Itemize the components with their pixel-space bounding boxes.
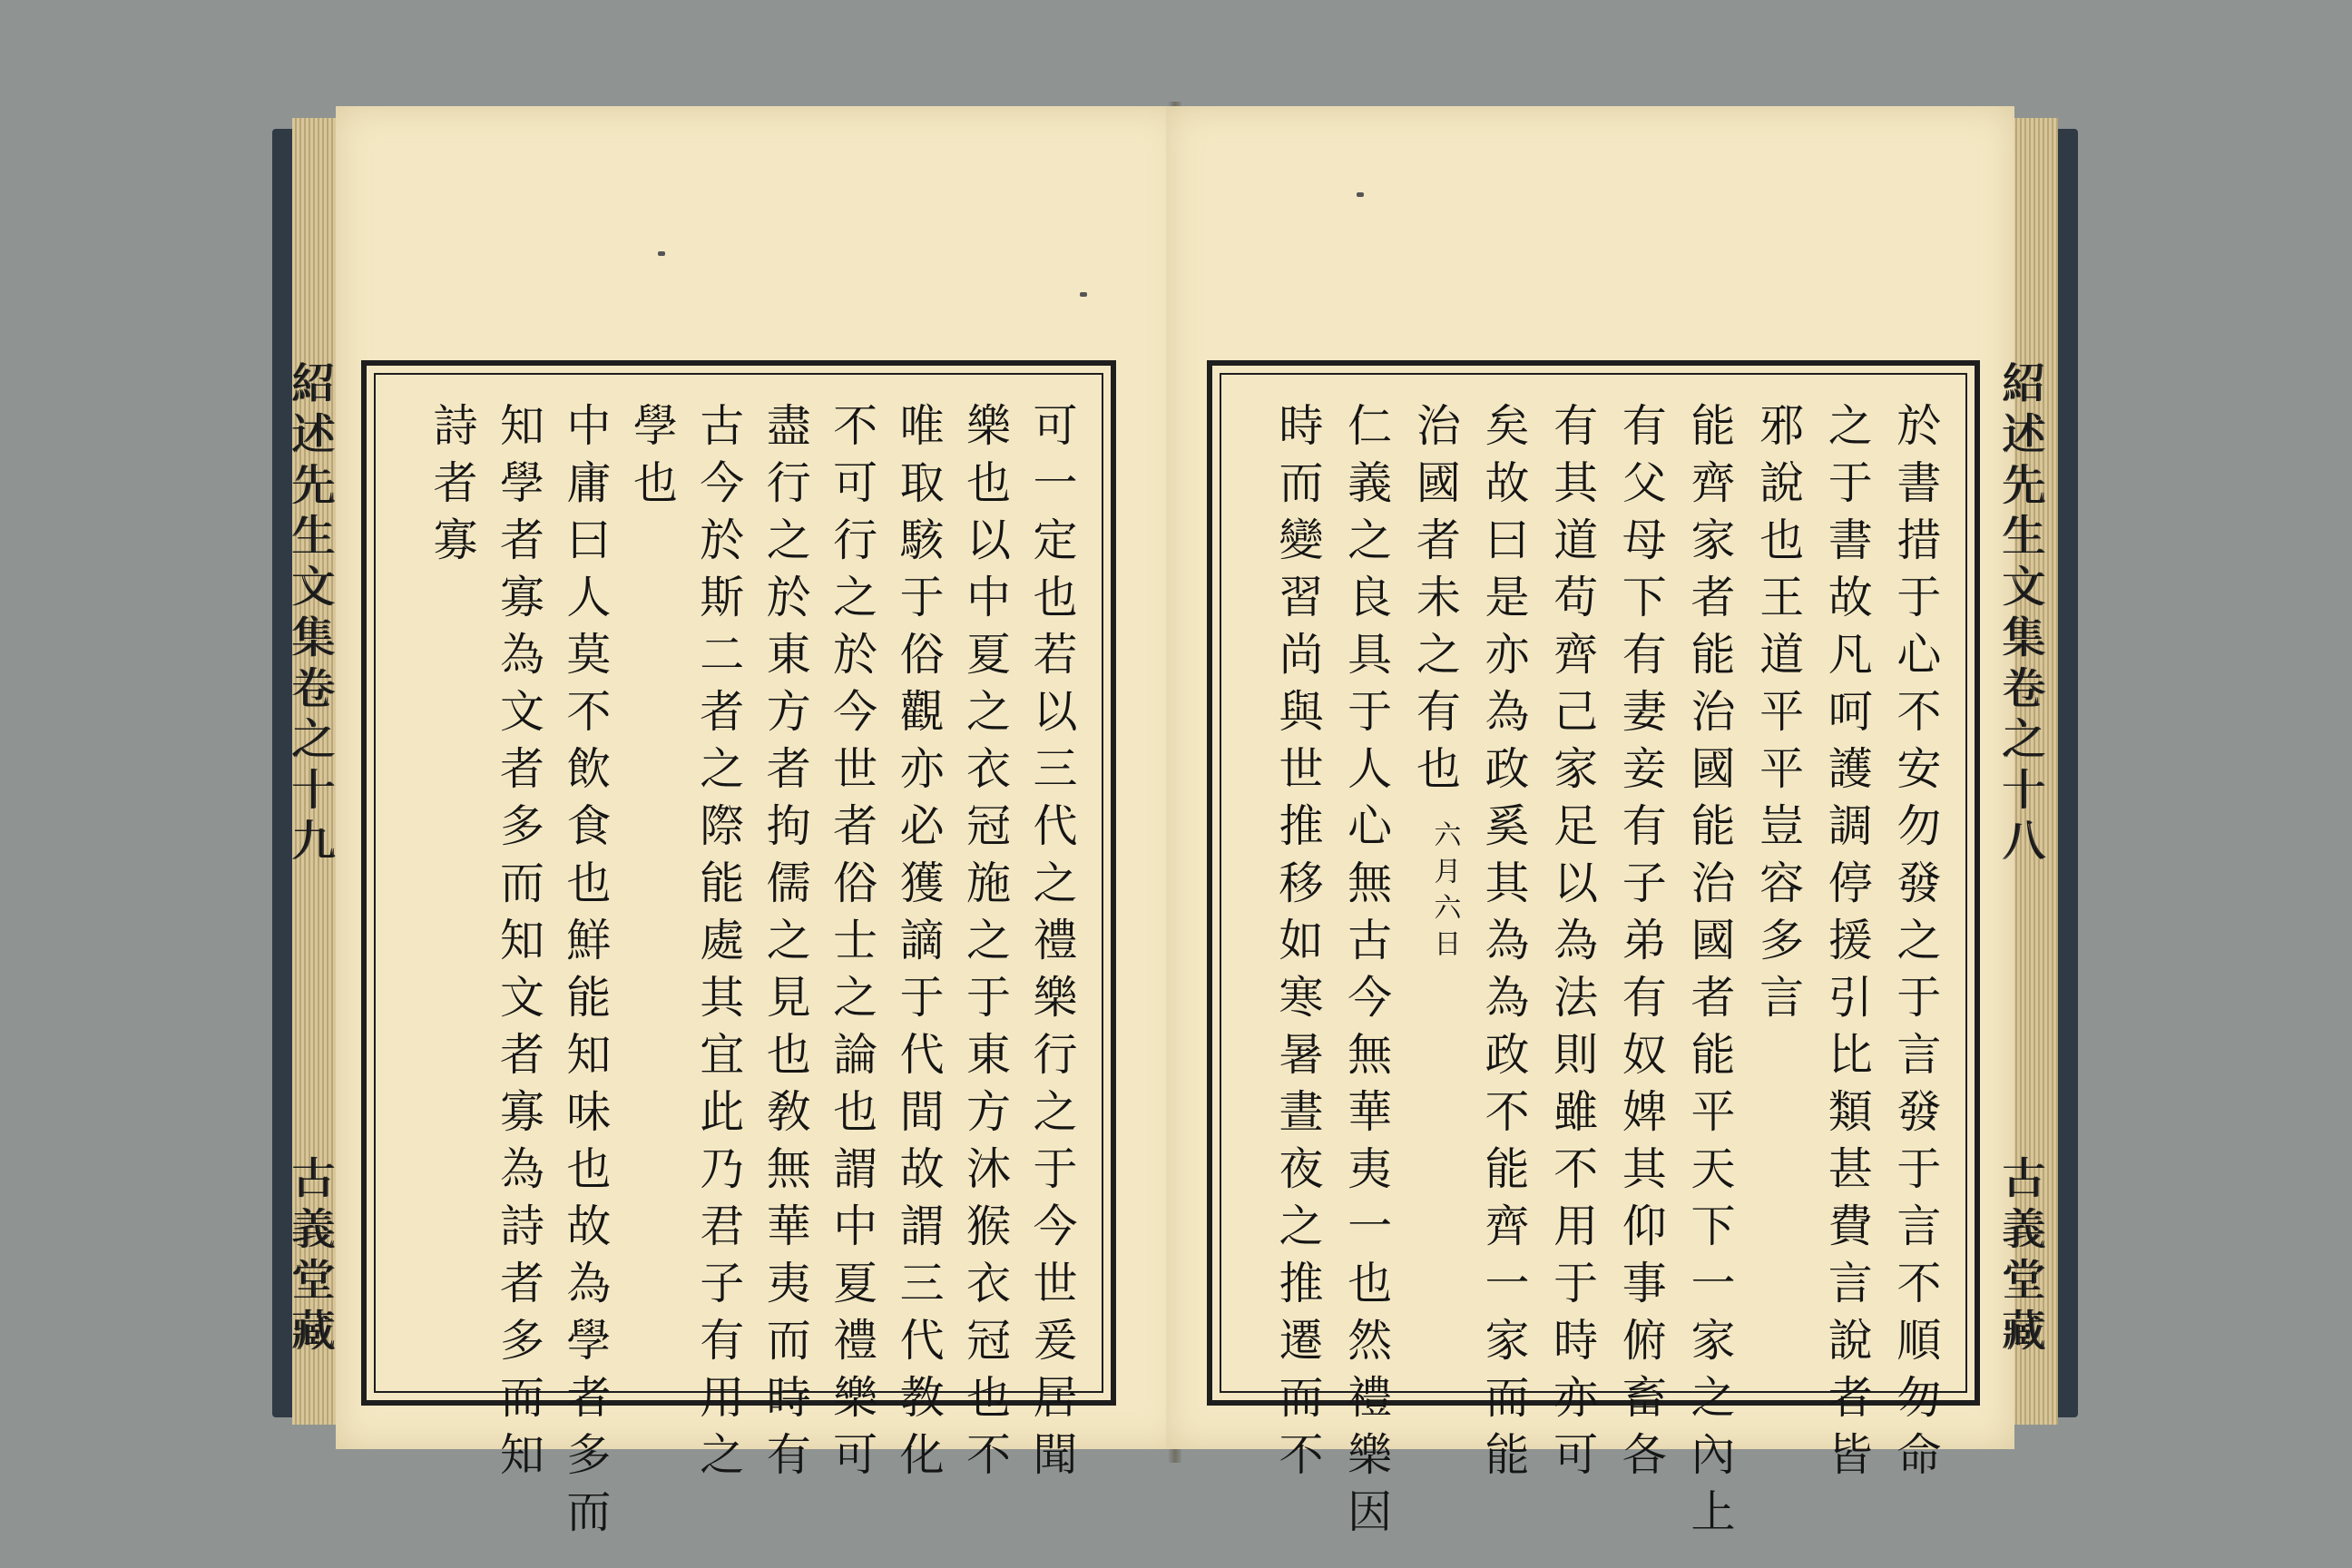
text-column: 樂也以中夏之衣冠施之于東方沐猴衣冠也不	[959, 402, 1012, 1488]
right-page-fore-edge-title	[1996, 360, 2051, 1395]
left-side-volume: 卷之十九	[283, 665, 334, 868]
paper-speck	[658, 251, 665, 256]
date-note: 六月六日	[1428, 820, 1461, 965]
text-column	[1409, 402, 1462, 1364]
open-book	[272, 102, 2078, 1545]
text-column: 時而變習尚與世推移如寒暑晝夜之推遷而不	[1272, 402, 1324, 1488]
left-text-columns	[426, 402, 1078, 1545]
right-page	[1166, 106, 2044, 1545]
right-side-volume: 卷之十八	[1994, 665, 2044, 868]
text-column: 古今於斯二者之際能處其宜此乃君子有用之	[692, 402, 745, 1488]
left-side-title: 紹述先生文集	[283, 360, 334, 665]
text-column: 之于書故凡呵護調停援引比類甚費言說者皆	[1821, 402, 1874, 1488]
left-page-fore-edge-title	[283, 360, 340, 1395]
paper-speck	[1080, 292, 1087, 297]
text-column: 能齊家者能治國能治國者能平天下一家之內上	[1683, 402, 1736, 1545]
paper-speck	[1357, 192, 1364, 197]
text-column: 於書措于心不安勿發之于言發于言不順勿命	[1889, 402, 1942, 1488]
left-page	[283, 106, 1184, 1545]
text-column: 詩者寡	[426, 402, 478, 573]
text-column: 不可行之於今世者俗士之論也謂中夏禮樂可	[826, 402, 878, 1488]
text-column-main: 治國者未之有也	[1409, 402, 1462, 802]
right-text-columns	[1272, 402, 1942, 1545]
left-text-frame	[361, 360, 1116, 1545]
text-column: 矣故曰是亦為政奚其為為政不能齊一家而能	[1477, 402, 1530, 1488]
right-text-frame	[1207, 360, 1980, 1545]
text-column: 知學者寡為文者多而知文者寡為詩者多而知	[493, 402, 545, 1488]
text-column: 可一定也若以三代之禮樂行之于今世爰居聞	[1025, 402, 1078, 1488]
text-column: 中庸曰人莫不飲食也鮮能知味也故為學者多而	[559, 402, 612, 1545]
text-column: 有父母下有妻妾有子弟有奴婢其仰事俯畜各	[1615, 402, 1668, 1488]
text-column: 有其道苟齊己家足以為法則雖不用于時亦可	[1546, 402, 1599, 1488]
text-column: 邪說也王道平平豈容多言	[1752, 402, 1805, 1031]
text-column: 學也	[626, 402, 679, 516]
text-column: 仁義之良具于人心無古今無華夷一也然禮樂因	[1340, 402, 1393, 1545]
left-side-publisher: 古義堂藏	[283, 1155, 334, 1358]
right-side-publisher: 古義堂藏	[1994, 1155, 2044, 1358]
text-column: 唯取駭于俗觀亦必獲謫于代間故謂三代教化	[893, 402, 946, 1488]
right-side-title: 紹述先生文集	[1994, 360, 2044, 665]
text-column: 盡行之於東方者拘儒之見也敎無華夷而時有	[760, 402, 812, 1488]
